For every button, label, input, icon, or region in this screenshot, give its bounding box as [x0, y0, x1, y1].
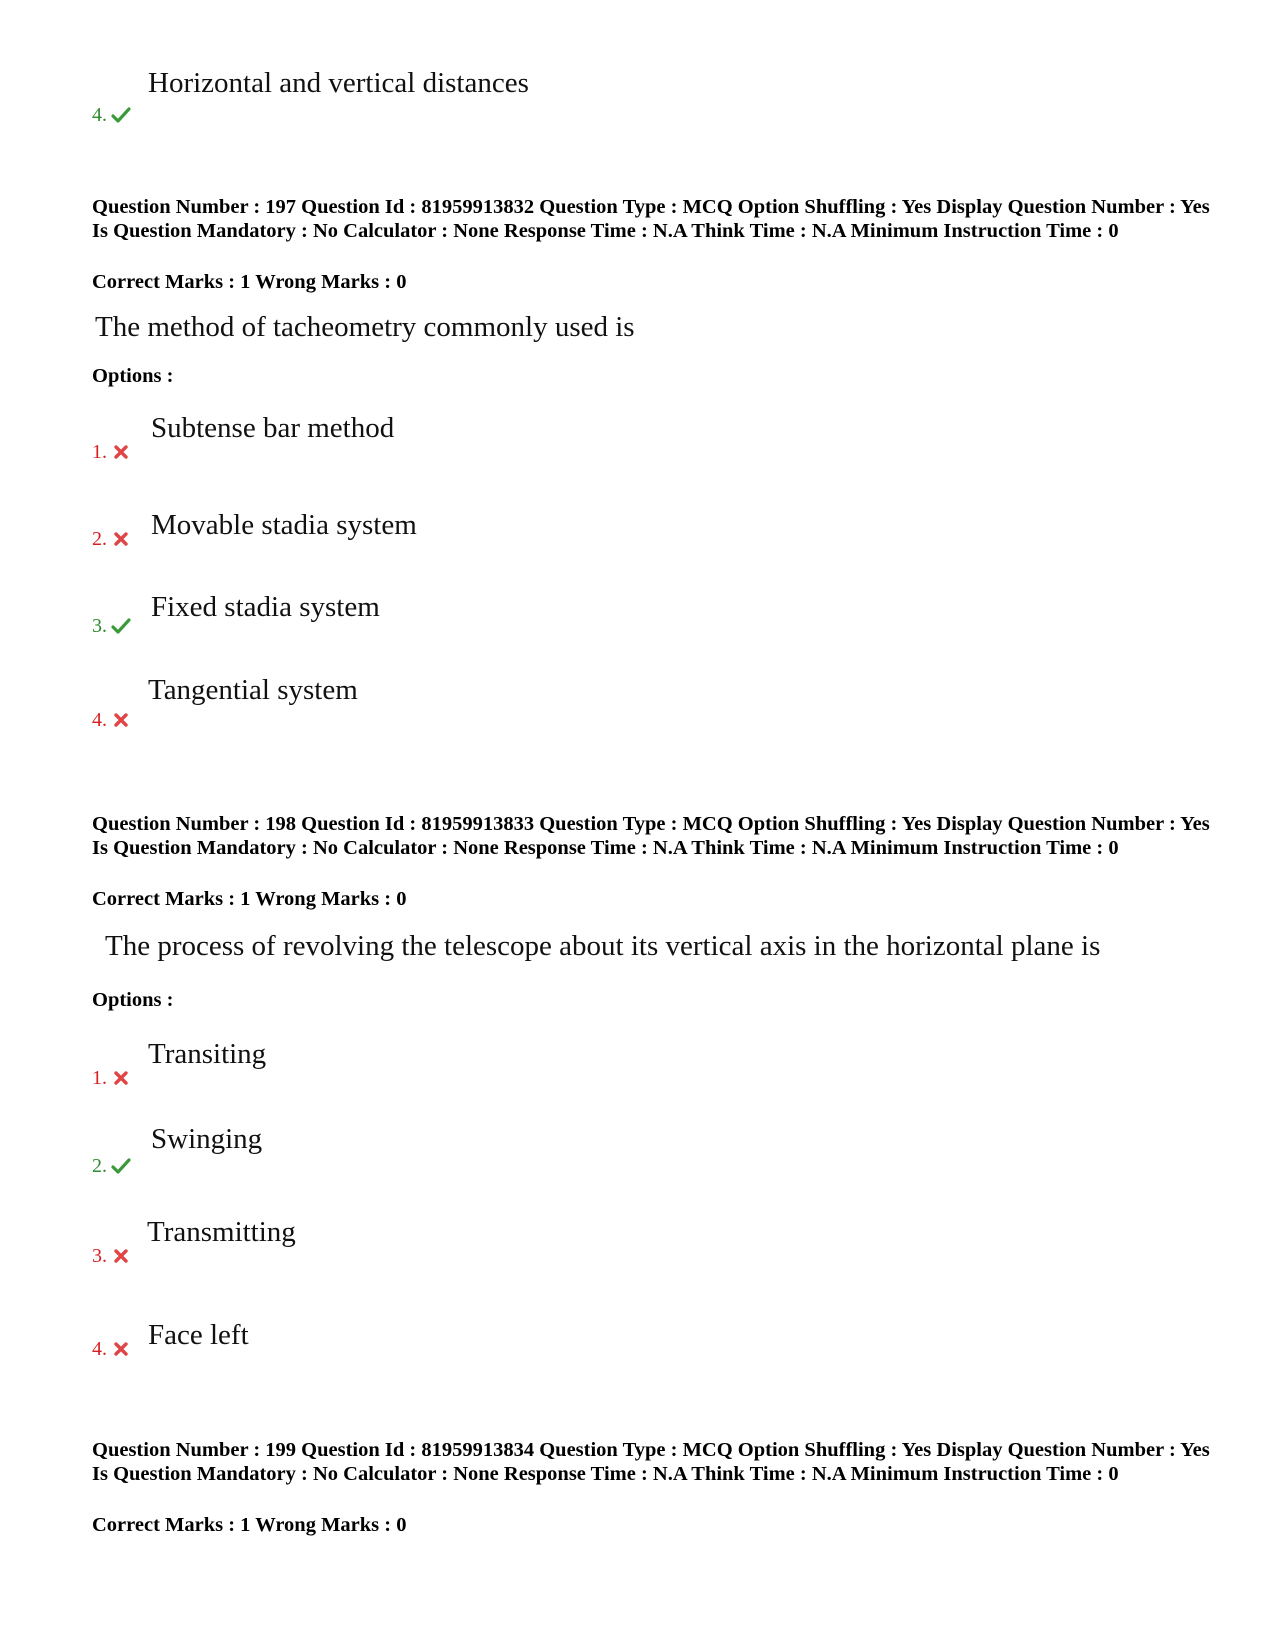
question-marks: Correct Marks : 1 Wrong Marks : 0	[92, 271, 407, 293]
options-label: Options :	[92, 365, 174, 387]
option-text: Subtense bar method	[151, 412, 395, 444]
check-icon	[111, 1156, 131, 1176]
option-number-wrong	[92, 1245, 131, 1267]
cross-icon	[111, 1068, 131, 1088]
cross-icon	[111, 442, 131, 462]
option-number-wrong	[92, 1338, 131, 1360]
option-number: 2.	[92, 1155, 107, 1177]
option-number: 2.	[92, 528, 107, 550]
question-marks: Correct Marks : 1 Wrong Marks : 0	[92, 888, 407, 910]
cross-icon	[111, 529, 131, 549]
check-icon	[111, 616, 131, 636]
option-text: Fixed stadia system	[151, 591, 380, 623]
option-number-wrong	[92, 1067, 131, 1089]
option-number: 4.	[92, 1338, 107, 1360]
option-number-wrong	[92, 709, 131, 731]
options-label: Options :	[92, 989, 174, 1011]
cross-icon	[111, 1246, 131, 1266]
option-number: 1.	[92, 441, 107, 463]
question-text: The method of tacheometry commonly used is	[95, 311, 635, 343]
option-number-wrong	[92, 528, 131, 550]
option-number: 3.	[92, 1245, 107, 1267]
option-text: Transiting	[148, 1038, 267, 1070]
question-meta: Question Number : 199 Question Id : 81959913834 Question Type : MCQ Option Shuffling : Yes Display Question Number : Yes Is Question Mandatory : No Calculator : None Response Time : N.A Think Time : N.A Minimum Instruction Time : 0	[92, 1439, 1210, 1485]
check-icon	[111, 105, 131, 125]
option-number-correct	[92, 615, 131, 637]
option-number-correct	[92, 1155, 131, 1177]
option-number-correct	[92, 104, 131, 126]
question-marks: Correct Marks : 1 Wrong Marks : 0	[92, 1514, 407, 1536]
cross-icon	[111, 710, 131, 730]
option-number: 1.	[92, 1067, 107, 1089]
question-meta: Question Number : 198 Question Id : 81959913833 Question Type : MCQ Option Shuffling : Yes Display Question Number : Yes Is Question Mandatory : No Calculator : None Response Time : N.A Think Time : N.A Minimum Instruction Time : 0	[92, 813, 1210, 859]
option-text: Swinging	[151, 1123, 263, 1155]
option-text: Horizontal and vertical distances	[148, 67, 529, 99]
option-number-wrong	[92, 441, 131, 463]
option-number: 3.	[92, 615, 107, 637]
option-number: 4.	[92, 709, 107, 731]
option-number: 4.	[92, 104, 107, 126]
option-text: Tangential system	[148, 674, 358, 706]
option-text: Movable stadia system	[151, 509, 417, 541]
option-text: Transmitting	[147, 1216, 296, 1248]
option-text: Face left	[148, 1319, 249, 1351]
cross-icon	[111, 1339, 131, 1359]
question-meta: Question Number : 197 Question Id : 81959913832 Question Type : MCQ Option Shuffling : Yes Display Question Number : Yes Is Question Mandatory : No Calculator : None Response Time : N.A Think Time : N.A Minimum Instruction Time : 0	[92, 196, 1210, 242]
question-text: The process of revolving the telescope about its vertical axis in the horizontal plane is	[105, 930, 1101, 962]
